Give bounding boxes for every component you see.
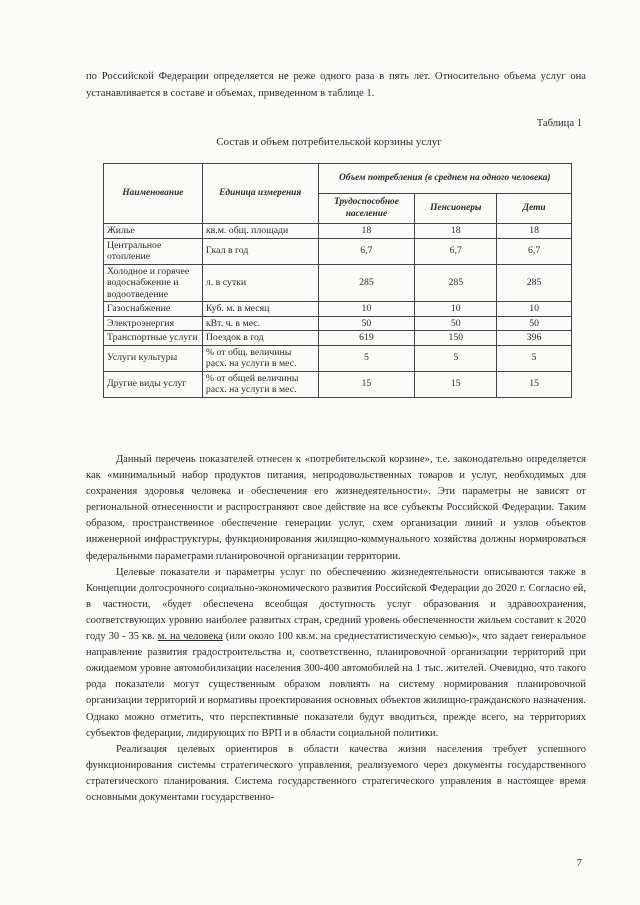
header-unit: Единица измерения: [202, 164, 318, 224]
paragraph-concept: Целевые показатели и параметры услуг по обеспечению жизнедеятельности описываются также в Концепции долгосрочного социально-экономического развития Российской Федерации до 2020 г. Согласно ей, в частности, «будет обеспечена всеобщая доступность услуг образования и здравоохранения, соответствующих уровню наиболее развитых стран, средний уровень обеспеченности жильем составит к 2020 году 30 - 35 кв. м. на человека (или около 100 кв.м. на среднестатистическую семью)», что задает генеральное направление развития градостроительства и, соответственно, планировочной организации территорий при ожидаемом уровне автомобилизации населения 300-400 автомобилей на 1 тыс. жителей. Очевидно, что такого рода показатели могут существенным образом повлиять на систему нормирования планировочной организации территорий и нормативы проектирования основных объектов жилищно-гражданского назначения. Однако можно отметить, что перспективные показатели будут вводиться, прежде всего, на территориях субъектов федерации, лидирующих по ВРП и в области социальной политики.: [86, 566, 587, 739]
paragraph-basket: Данный перечень показателей отнесен к «потребительской корзине», т.е. законодательно определяется как «минимальный набор продуктов питания, непродовольственных товаров и услуг, необходимых для сохранения здоровья человека и обеспечения его жизнедеятельности». Эти параметры не зависят от региональной отнесенности и распространяют свое действие на все субъекты Российской Федерации. Таким образом, пространственное обеспечение генерации услуг, схем организации линий и узлов объектов инженерной инфраструктуры, функционирования жилищно-коммунального хозяйства должны нормироваться федеральными параметрами планировочной организации территории.: [86, 454, 586, 562]
table-row: Другие виды услуг % от общей величины расх. на услуги в мес. 15 15 15: [104, 371, 572, 397]
page-number: 7: [576, 857, 582, 869]
table-row: Транспортные услуги Поездок в год 619 150 396: [104, 331, 572, 346]
header-working: Трудоспособное население: [318, 194, 415, 224]
table-row: Холодное и горячее водоснабжение и водоотведение л. в сутки 285 285 285: [104, 264, 572, 302]
body-text: [86, 452, 586, 806]
intro-paragraph: по Российской Федерации определяется не реже одного раза в пять лет. Относительно объема услуг она устанавливается в составе и объемах, приведенном в таблице 1.: [86, 71, 586, 99]
table-row: Услуги культуры % от общ. величины расх. на услуги в мес. 5 5 5: [104, 345, 572, 371]
consumer-basket-table: [103, 163, 572, 398]
table-number: Таблица 1: [536, 118, 582, 129]
paragraph-strategy: Реализация целевых ориентиров в области качества жизни населения требует успешного функционирования системы стратегического управления, реализуемого через документы государственного стратегического планирования. Система государственного стратегического управления в настоящее время основными документами государственно-: [86, 743, 586, 803]
table-row: Электроэнергия кВт. ч. в мес. 50 50 50: [104, 316, 572, 331]
underlined-phrase: м. на человека: [157, 631, 223, 643]
table-row: Центральное отопление Гкал в год 6,7 6,7 6,7: [104, 238, 572, 264]
table-title: Состав и объем потребительской корзины услуг: [216, 136, 442, 148]
header-name: Наименование: [104, 164, 203, 224]
table-row: Жилье кв.м. общ. площади 18 18 18: [104, 224, 572, 239]
header-pensioners: Пенсионеры: [415, 194, 497, 224]
header-children: Дети: [497, 194, 572, 224]
header-volume: Объем потребления (в среднем на одного человека): [318, 164, 572, 194]
table-row: Газоснабжение Куб. м. в месяц 10 10 10: [104, 302, 572, 317]
